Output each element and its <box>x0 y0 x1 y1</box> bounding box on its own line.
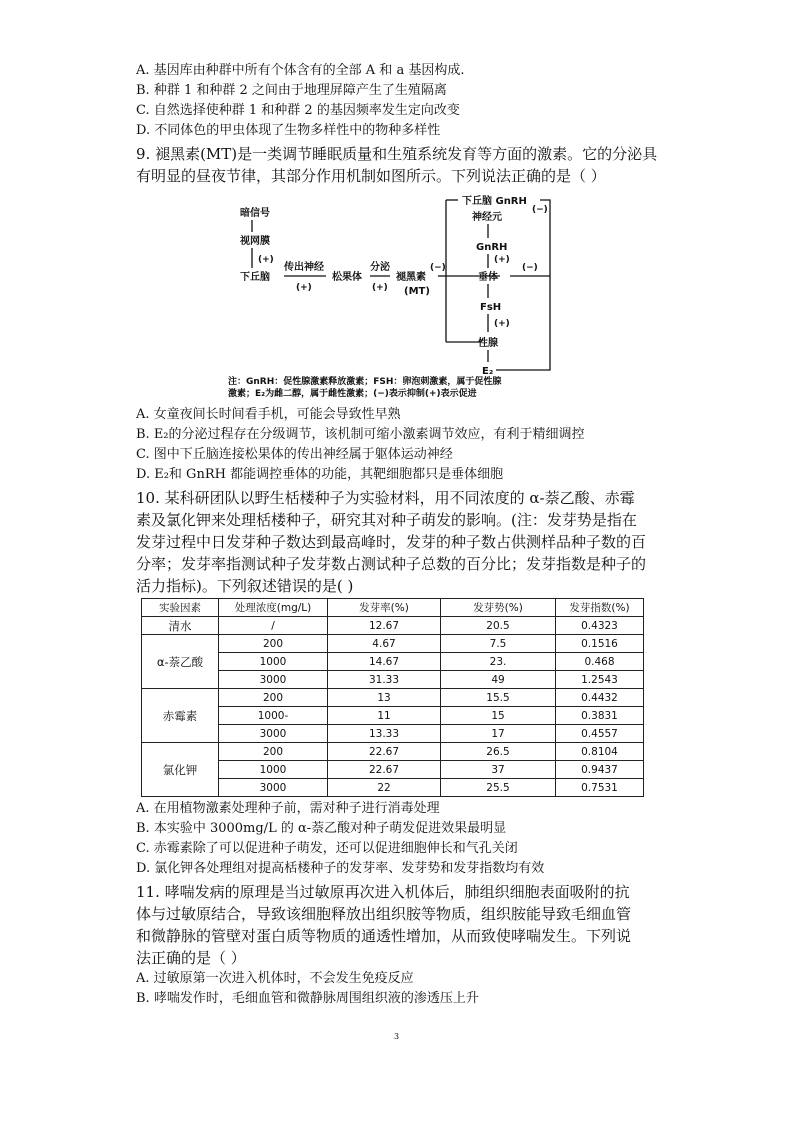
header-germination-rate: 发芽率(%) <box>328 599 441 617</box>
sign-feedback-hypo-minus: (−) <box>532 205 548 215</box>
q10-option-c: C. 赤霉素除了可以促进种子萌发，还可以促进细胞伸长和气孔关闭 <box>136 841 518 856</box>
cell: 37 <box>441 761 556 779</box>
cell: 25.5 <box>441 779 556 797</box>
q8-option-d: D. 不同体色的甲虫体现了生物多样性中的物种多样性 <box>136 123 441 138</box>
experiment-table <box>141 598 644 797</box>
cell: 0.1516 <box>556 635 644 653</box>
cell: 3000 <box>219 779 328 797</box>
cell: 14.67 <box>328 653 441 671</box>
q11-stem-line-2: 体与过敏原结合，导致该细胞释放出组织胺等物质，组织胺能导致毛细血管 <box>136 905 632 923</box>
cell: 22.67 <box>328 743 441 761</box>
q11-option-a: A. 过敏原第一次进入机体时，不会发生免疫反应 <box>136 971 414 986</box>
label-secrete: 分泌 <box>370 262 390 273</box>
header-germination-energy: 发芽势(%) <box>441 599 556 617</box>
cell: 17 <box>441 725 556 743</box>
sign-nerve-plus: (+) <box>296 283 312 293</box>
cell: 200 <box>219 635 328 653</box>
factor-gibberellin: 赤霉素 <box>142 689 219 743</box>
q10-option-b: B. 本实验中 3000mg/L 的 α-萘乙酸对种子萌发促进效果最明显 <box>136 821 507 836</box>
cell: 0.8104 <box>556 743 644 761</box>
table-row <box>142 689 644 707</box>
factor-water: 清水 <box>142 617 219 635</box>
q9-option-c: C. 图中下丘脑连接松果体的传出神经属于躯体运动神经 <box>136 447 453 462</box>
table-row <box>142 635 644 653</box>
q8-option-b: B. 种群 1 和种群 2 之间由于地理屏障产生了生殖隔离 <box>136 83 447 98</box>
q9-option-a: A. 女童夜间长时间看手机，可能会导致性早熟 <box>136 407 401 422</box>
sign-feedback-pituitary-minus: (−) <box>522 263 538 273</box>
node-pineal: 松果体 <box>332 272 362 283</box>
node-e2: E₂ <box>482 366 494 377</box>
cell: 4.67 <box>328 635 441 653</box>
q10-stem-line-1: 10. 某科研团队以野生栝楼种子为实验材料，用不同浓度的 α-萘乙酸、赤霉 <box>136 489 635 507</box>
feedback-loop-e2 <box>496 200 550 370</box>
cell: 0.9437 <box>556 761 644 779</box>
cell: 20.5 <box>441 617 556 635</box>
factor-kcl: 氯化钾 <box>142 743 219 797</box>
cell: 7.5 <box>441 635 556 653</box>
header-factor: 实验因素 <box>142 599 219 617</box>
cell: 23. <box>441 653 556 671</box>
diagram-note-line-2: 激素；E₂为雌二醇，属于雌性激素；(−)表示抑制(+)表示促进 <box>228 389 477 399</box>
sign-fsh-plus: (+) <box>494 319 510 329</box>
cell: 13.33 <box>328 725 441 743</box>
cell: 26.5 <box>441 743 556 761</box>
cell: 22.67 <box>328 761 441 779</box>
q10-stem-line-3: 发芽过程中日发芽种子数达到最高峰时，发芽的种子数占供测样品种子数的百 <box>136 533 647 551</box>
cell: 200 <box>219 743 328 761</box>
cell: 0.3831 <box>556 707 644 725</box>
cell: 0.4323 <box>556 617 644 635</box>
label-efferent-nerve: 传出神经 <box>284 262 324 273</box>
q9-stem-line-1: 9. 褪黑素(MT)是一类调节睡眠质量和生殖系统发育等方面的激素。它的分泌具 <box>136 145 658 163</box>
q10-stem-line-4: 分率；发芽率指测试种子发芽数占测试种子总数的百分比；发芽指数是种子的 <box>136 555 647 573</box>
diagram-note-line-1: 注：GnRH：促性腺激素释放激素；FSH：卵泡刺激素，属于促性腺 <box>228 377 502 387</box>
node-hypo-gnrh: 下丘脑 GnRH <box>462 196 527 207</box>
page-number: 3 <box>394 1032 400 1041</box>
cell: 3000 <box>219 725 328 743</box>
q11-stem-line-4: 法正确的是（ ） <box>136 949 246 967</box>
cell: 15.5 <box>441 689 556 707</box>
melatonin-mechanism-diagram <box>220 192 600 404</box>
table-header-row <box>142 599 644 617</box>
q9-option-b: B. E₂的分泌过程存在分级调节，该机制可缩小激素调节效应，有利于精细调控 <box>136 427 585 442</box>
sign-retina-plus: (+) <box>258 255 274 265</box>
cell: 1000 <box>219 761 328 779</box>
cell: 31.33 <box>328 671 441 689</box>
cell: 11 <box>328 707 441 725</box>
cell: 15 <box>441 707 556 725</box>
q8-option-a: A. 基因库由种群中所有个体含有的全部 A 和 a 基因构成. <box>136 63 465 78</box>
diagram-note <box>228 376 501 400</box>
node-retina: 视网膜 <box>240 236 270 247</box>
cell: 49 <box>441 671 556 689</box>
node-pituitary: 垂体 <box>478 272 498 283</box>
cell: / <box>219 617 328 635</box>
table-row <box>142 617 644 635</box>
q9-option-d: D. E₂和 GnRH 都能调控垂体的功能，其靶细胞都只是垂体细胞 <box>136 467 504 482</box>
cell: 1000 <box>219 653 328 671</box>
node-melatonin: 褪黑素 <box>396 272 426 283</box>
q10-option-d: D. 氯化钾各处理组对提高栝楼种子的发芽率、发芽势和发芽指数均有效 <box>136 861 545 876</box>
q10-option-a: A. 在用植物激素处理种子前，需对种子进行消毒处理 <box>136 801 440 816</box>
table-row <box>142 743 644 761</box>
q11-stem-line-3: 和微静脉的管壁对蛋白质等物质的通透性增加，从而致使哮喘发生。下列说 <box>136 927 632 945</box>
sign-mt-minus: (−) <box>430 263 446 273</box>
cell: 0.4432 <box>556 689 644 707</box>
node-neuron: 神经元 <box>472 212 502 223</box>
node-hypothalamus: 下丘脑 <box>240 272 270 283</box>
q11-option-b: B. 哮喘发作时，毛细血管和微静脉周围组织液的渗透压上升 <box>136 991 479 1006</box>
header-germination-index: 发芽指数(%) <box>556 599 644 617</box>
cell: 22 <box>328 779 441 797</box>
sign-gnrh-plus: (+) <box>494 255 510 265</box>
node-gonad: 性腺 <box>478 338 498 349</box>
cell: 3000 <box>219 671 328 689</box>
cell: 1000- <box>219 707 328 725</box>
cell: 200 <box>219 689 328 707</box>
cell: 0.468 <box>556 653 644 671</box>
q8-option-c: C. 自然选择使种群 1 和种群 2 的基因频率发生定向改变 <box>136 103 460 118</box>
node-dark-signal: 暗信号 <box>240 208 270 219</box>
q10-stem-line-2: 素及氯化钾来处理栝楼种子，研究其对种子萌发的影响。(注：发芽势是指在 <box>136 511 637 529</box>
cell: 0.4557 <box>556 725 644 743</box>
q9-stem-line-2: 有明显的昼夜节律，其部分作用机制如图所示。下列说法正确的是（ ） <box>136 167 606 185</box>
cell: 0.7531 <box>556 779 644 797</box>
node-mt: (MT) <box>404 286 430 297</box>
node-gnrh: GnRH <box>476 242 508 253</box>
factor-naa: α-萘乙酸 <box>142 635 219 689</box>
cell: 13 <box>328 689 441 707</box>
q11-stem-line-1: 11. 哮喘发病的原理是当过敏原再次进入机体后，肺组织细胞表面吸附的抗 <box>136 883 630 901</box>
cell: 12.67 <box>328 617 441 635</box>
sign-secrete-plus: (+) <box>372 283 388 293</box>
header-concentration: 处理浓度(mg/L) <box>219 599 328 617</box>
node-fsh: FsH <box>480 302 502 313</box>
q10-stem-line-5: 活力指标)。下列叙述错误的是( ) <box>136 577 354 595</box>
cell: 1.2543 <box>556 671 644 689</box>
